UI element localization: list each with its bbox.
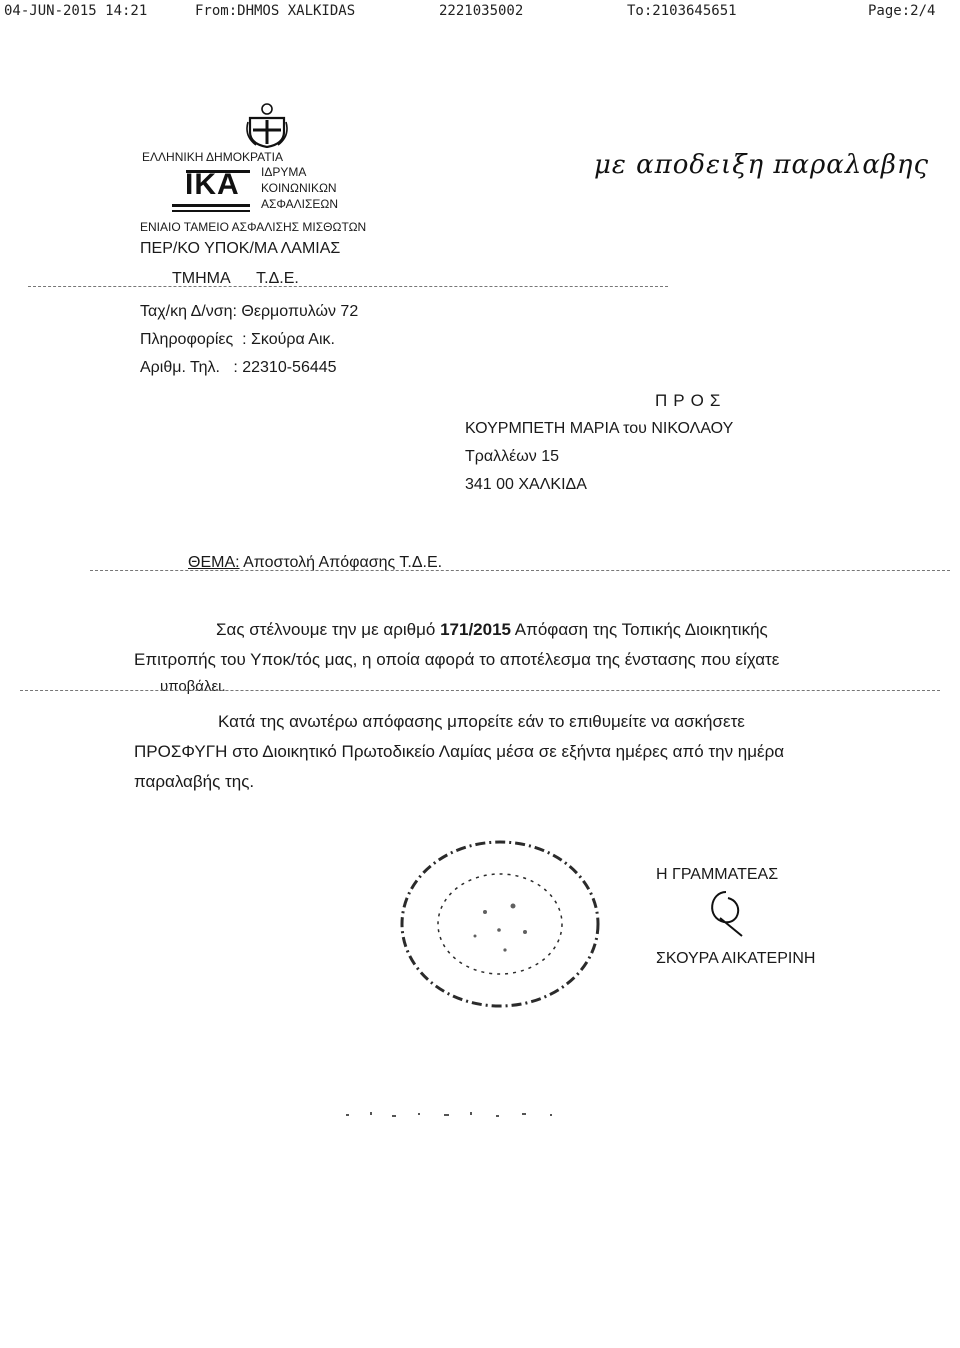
letterhead-fund: ΕΝΙΑΙΟ ΤΑΜΕΙΟ ΑΣΦΑΛΙΣΗΣ ΜΙΣΘΩΤΩΝ <box>140 220 367 234</box>
letterhead-republic: ΕΛΛΗΝΙΚΗ ΔΗΜΟΚΡΑΤΙΑ <box>142 150 283 164</box>
ika-word: ΙΔΡΥΜΑ <box>261 165 307 179</box>
recipient-heading: ΠΡΟΣ <box>655 391 727 410</box>
letterhead-phone: Αριθμ. Τηλ. : 22310-56445 <box>140 359 337 376</box>
fax-header <box>0 0 960 26</box>
subject-label: ΘΕΜΑ: <box>188 554 240 571</box>
letterhead-branch: ΠΕΡ/ΚΟ ΥΠΟΚ/ΜΑ ΛΑΜΙΑΣ <box>140 240 341 257</box>
ika-logo-bar <box>172 210 250 212</box>
fax-number: 2221035002 <box>439 3 524 19</box>
signature-mark-icon <box>696 888 756 938</box>
decision-number: 171/2015 <box>440 620 511 639</box>
body-paragraph-2-line-3: παραλαβής της. <box>134 772 255 791</box>
letterhead-department: ΤΜΗΜΑ Τ.Δ.Ε. <box>172 270 299 287</box>
ika-word: ΚΟΙΝΩΝΙΚΩΝ <box>261 181 337 195</box>
body-paragraph-2-line-2: ΠΡΟΣΦΥΓΗ στο Διοικητικό Πρωτοδικείο Λαμίας μέσα σε εξήντα ημέρες από την ημέρα <box>134 742 785 761</box>
body-paragraph-1-line-1: Σας στέλνουμε την με αριθμό 171/2015 Απόφαση της Τοπικής Διοικητικής <box>216 620 768 639</box>
letterhead-info: Πληροφορίες : Σκούρα Αικ. <box>140 331 335 348</box>
fax-date-time: 04-JUN-2015 14:21 <box>4 3 148 19</box>
fax-from: From:DHMOS XALKIDAS <box>195 3 356 19</box>
recipient-city: 341 00 ΧΑΛΚΙΔΑ <box>465 476 587 493</box>
recipient-street: Τραλλέων 15 <box>465 448 559 465</box>
body-paragraph-1-line-3: υποβάλει. <box>160 678 226 695</box>
fax-noise-dots <box>340 1108 580 1122</box>
ika-logo: IKA <box>185 168 240 201</box>
fax-to: To:2103645651 <box>627 3 737 19</box>
signatory-title: Η ΓΡΑΜΜΑΤΕΑΣ <box>656 866 779 883</box>
handwritten-note: με αποδειξη παραλαβης <box>594 150 930 180</box>
official-stamp-icon <box>395 832 605 1012</box>
fax-noise-line <box>20 690 940 691</box>
body-paragraph-2-line-1: Κατά της ανωτέρω απόφασης μπορείτε εάν το επιθυμείτε να ασκήσετε <box>218 712 745 731</box>
recipient-name: ΚΟΥΡΜΠΕΤΗ ΜΑΡΙΑ του ΝΙΚΟΛΑΟΥ <box>465 420 734 437</box>
body-paragraph-1-line-2: Επιτροπής του Υποκ/τός μας, η οποία αφορά το αποτέλεσμα της ένστασης που είχατε <box>134 650 780 669</box>
fax-page: Page:2/4 <box>868 3 936 19</box>
ika-logo-bar <box>172 204 250 207</box>
fax-noise-line <box>90 570 950 571</box>
signatory-name: ΣΚΟΥΡΑ ΑΙΚΑΤΕΡΙΝΗ <box>656 950 816 967</box>
ika-word: ΑΣΦΑΛΙΣΕΩΝ <box>261 197 339 211</box>
greek-emblem-icon <box>246 102 288 148</box>
subject-text: Αποστολή Απόφασης Τ.Δ.Ε. <box>243 554 443 571</box>
letterhead-address: Ταχ/κη Δ/νση: Θερμοπυλών 72 <box>140 303 359 320</box>
ika-words <box>261 164 338 212</box>
fax-noise-line <box>28 286 668 287</box>
